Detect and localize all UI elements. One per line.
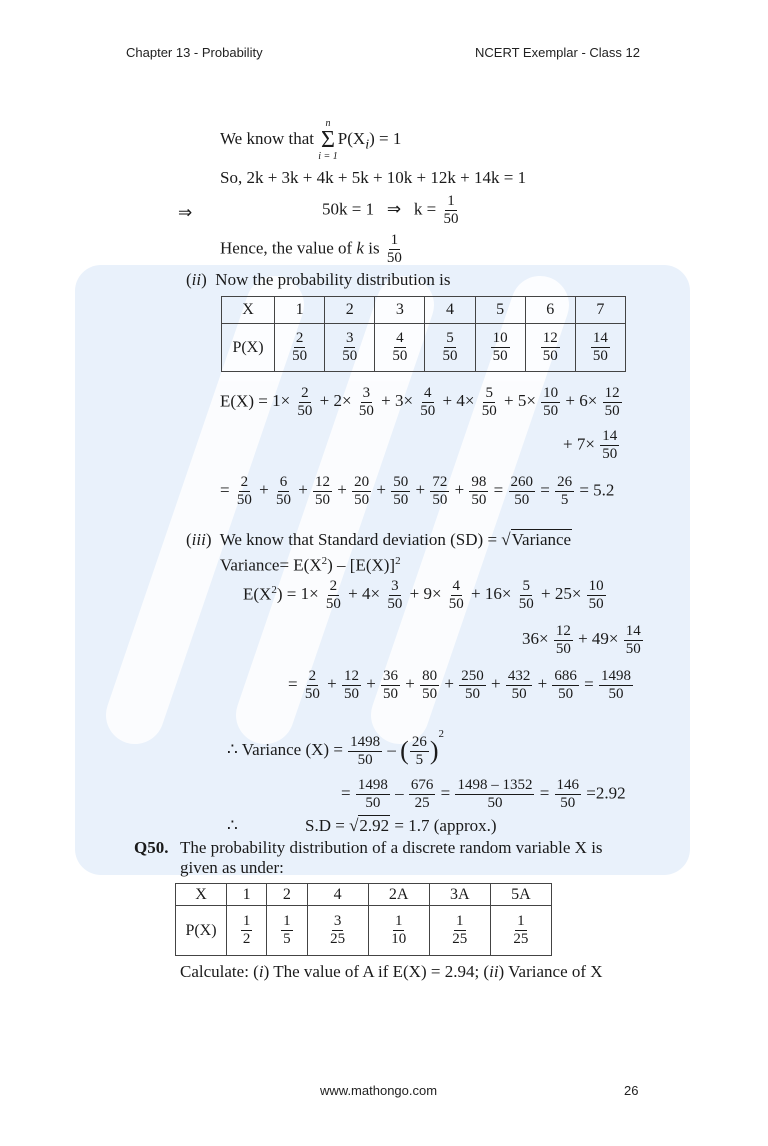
- part-ii-intro: (ii) Now the probability distribution is: [186, 270, 451, 289]
- var-frac-2: $\frac{26}{5}$: [411, 733, 427, 768]
- calculate-line: Calculate: (i) The value of A if E(X) = 2.94; (ii) Variance of X: [180, 962, 603, 981]
- term-fraction: $\frac{3}{50}$: [387, 578, 403, 612]
- term-fraction: $\frac{250}{50}$: [461, 668, 484, 702]
- sd-text: We know that Standard deviation (SD) =: [219, 530, 498, 549]
- term-coefficient: + 4×: [442, 391, 479, 411]
- term-fraction: $\frac{36}{50}$: [383, 668, 399, 702]
- term-coefficient: 1×: [300, 584, 323, 604]
- hence-text: Hence, the value of: [220, 238, 353, 258]
- sigma-icon: n Σ i = 1: [318, 118, 338, 162]
- plus-sign: +: [333, 480, 352, 500]
- therefore-symbol: ∴: [227, 816, 238, 835]
- term-fraction: $\frac{10}{50}$: [588, 578, 604, 612]
- sqrt-icon: √Variance: [501, 530, 572, 549]
- k-equals: k =: [413, 199, 437, 219]
- table-cell: $\frac{2}{50}$: [275, 324, 325, 372]
- ex-label: E(X) =: [220, 391, 268, 411]
- term-fraction: $\frac{12}{50}$: [604, 385, 620, 419]
- part-iii-label: iii: [191, 530, 206, 549]
- sd-result: [305, 816, 497, 836]
- plus-sign: +: [533, 674, 552, 694]
- part-ii-label: ii: [191, 270, 202, 289]
- term-fraction: $\frac{4}{50}$: [420, 385, 436, 419]
- term-coefficient: 1×: [272, 391, 295, 411]
- ex-last-fraction: $\frac{14}{50}$: [602, 428, 618, 462]
- ex-total-fraction: $\frac{260}{50}$: [510, 474, 533, 508]
- calc-part-ii-text: Variance of X: [508, 962, 603, 981]
- ex-reduced-fraction: $\frac{26}{5}$: [557, 474, 573, 508]
- term-fraction: $\frac{80}{50}$: [422, 668, 438, 702]
- ex2-label-b: ) =: [276, 584, 297, 604]
- sum-lower: i = 1: [318, 151, 338, 162]
- page-number: 26: [624, 1083, 639, 1098]
- question-text-1: The probability distribution of a discrete random variable X is: [180, 838, 603, 857]
- term-fraction: $\frac{20}{50}$: [354, 474, 370, 508]
- header-book: NCERT Exemplar - Class 12: [475, 45, 640, 60]
- table-header-x: X: [176, 884, 227, 906]
- term-fraction: $\frac{98}{50}$: [471, 474, 487, 508]
- term-fraction: $\frac{2}{50}$: [325, 578, 341, 612]
- term-fraction: $\frac{3}{50}$: [358, 385, 374, 419]
- plus-sign: +: [254, 480, 273, 500]
- hence-line: [220, 232, 405, 267]
- table-row-p: [176, 906, 552, 956]
- table-header-x: X: [222, 297, 275, 324]
- table-cell: 7: [575, 297, 625, 324]
- table-cell: 3: [375, 297, 425, 324]
- table-cell: 3A: [429, 884, 490, 906]
- table-cell: $\frac{3}{25}$: [307, 906, 368, 956]
- var-l2-frac-4: $\frac{146}{50}$: [556, 777, 580, 811]
- table-cell: $\frac{12}{50}$: [525, 324, 575, 372]
- variance-line-1: ∴ Variance (X) = $\frac{1498}{50}$ – ( $\frac{26}{5}$ )$^2$: [227, 728, 444, 768]
- variance-line-2: = $\frac{1498}{50}$ – $\frac{676}{25}$ = $\frac{1498 - 1352}{50}$ = $\frac{146}{50}$ =2.92: [341, 777, 626, 811]
- sd-definition: (iii) We know that Standard deviation (SD) = √Variance: [186, 530, 572, 549]
- sd-value: = 1.7 (approx.): [394, 816, 497, 835]
- term-coefficient: 36×: [522, 629, 553, 649]
- term-fraction: $\frac{12}{50}$: [555, 623, 571, 657]
- table-row-p: [222, 324, 626, 372]
- sum-sub: i: [365, 136, 370, 153]
- so-line: So, 2k + 3k + 4k + 5k + 10k + 12k + 14k = 1: [220, 168, 527, 187]
- ex-line-2: [563, 428, 620, 463]
- term-fraction: $\frac{5}{50}$: [518, 578, 534, 612]
- ex-line-1: [220, 385, 623, 420]
- header-chapter: Chapter 13 - Probability: [126, 45, 263, 60]
- table-cell: 4: [307, 884, 368, 906]
- ex2-line-3: = $\frac{2}{50}$ + $\frac{12}{50}$ + $\frac{36}{50}$ + $\frac{80}{50}$ + $\frac{250}{50}$ + $\frac{432}{50}$ + $\frac{686}{50}$ = $\frac{1498}{50}$: [288, 668, 631, 702]
- var-l2-frac-2: $\frac{676}{25}$: [410, 777, 434, 811]
- eq-50k: 50k = 1: [322, 199, 375, 219]
- table-cell: 1: [275, 297, 325, 324]
- ex2-total-fraction: $\frac{1498}{50}$: [601, 668, 631, 702]
- variance-def-b: ) – [E(X)]: [327, 555, 396, 575]
- term-fraction: $\frac{2}{50}$: [236, 474, 252, 508]
- sum-close: ): [369, 128, 375, 148]
- ex2-line-1: $E(X^2) = 1\times$ $\frac{2}{50}$ + 4× $\frac{3}{50}$ + 9× $\frac{4}{50}$ + 16× $\frac{5}{50}$ + 25× $\frac{10}{50}$: [243, 578, 607, 613]
- table-header-p: P(X): [222, 324, 275, 372]
- ex-value: = 5.2: [579, 480, 615, 500]
- var-frac-1: $\frac{1498}{50}$: [350, 733, 381, 768]
- table-cell: $\frac{1}{25}$: [490, 906, 551, 956]
- plus-sign: +: [440, 674, 459, 694]
- sum-equals: = 1: [379, 128, 402, 148]
- ex2-terms-line2: [522, 623, 644, 657]
- table-row-x: [176, 884, 552, 906]
- term-fraction: $\frac{10}{50}$: [543, 385, 559, 419]
- table-row-x: [222, 297, 626, 324]
- table-cell: $\frac{3}{50}$: [325, 324, 375, 372]
- ex-last-coef: + 7×: [563, 434, 595, 454]
- table-cell: $\frac{1}{2}$: [227, 906, 267, 956]
- table-cell: $\frac{4}{50}$: [375, 324, 425, 372]
- term-fraction: $\frac{72}{50}$: [432, 474, 448, 508]
- term-coefficient: + 3×: [381, 391, 418, 411]
- term-fraction: $\frac{2}{50}$: [297, 385, 313, 419]
- plus-sign: +: [372, 480, 391, 500]
- hence-is: is: [368, 238, 380, 258]
- variance-definition: Variance= $E(X^2) - [E(X)]^2$: [220, 555, 401, 575]
- term-coefficient: + 4×: [348, 584, 385, 604]
- calculate-label: Calculate:: [180, 962, 249, 981]
- calc-part-ii-label: ii: [489, 962, 499, 981]
- table-cell: $\frac{10}{50}$: [475, 324, 525, 372]
- table-cell: 2: [325, 297, 375, 324]
- table-cell: $\frac{1}{25}$: [429, 906, 490, 956]
- table-cell: 2A: [368, 884, 429, 906]
- term-coefficient: + 6×: [565, 391, 602, 411]
- sd-radicand-value: 2.92: [359, 816, 390, 835]
- sum-term: P(X: [337, 128, 366, 148]
- sum-equation: [220, 118, 401, 162]
- table-cell: 6: [525, 297, 575, 324]
- calc-part-i-label: i: [258, 962, 264, 981]
- sd-label: S.D =: [305, 816, 345, 835]
- part-ii-text: Now the probability distribution is: [215, 270, 451, 289]
- plus-sign: +: [486, 674, 505, 694]
- implies-symbol-2: ⇒: [386, 199, 402, 219]
- table-cell: $\frac{1}{10}$: [368, 906, 429, 956]
- term-fraction: $\frac{14}{50}$: [625, 623, 641, 657]
- term-fraction: $\frac{50}{50}$: [393, 474, 409, 508]
- var-l2-frac-1: $\frac{1498}{50}$: [357, 777, 388, 811]
- ex-line-3: = $\frac{2}{50}$ + $\frac{6}{50}$ + $\frac{12}{50}$ + $\frac{20}{50}$ + $\frac{50}{50}$ + $\frac{72}{50}$ + $\frac{98}{50}$ = $\frac{260}{50}$ = $\frac{26}{5}$ = 5.2: [220, 474, 615, 508]
- k-equation: [322, 193, 461, 228]
- term-fraction: $\frac{2}{50}$: [304, 668, 320, 702]
- table-header-p: P(X): [176, 906, 227, 956]
- term-fraction: $\frac{5}{50}$: [481, 385, 497, 419]
- ex2-line-2: [522, 623, 644, 658]
- term-coefficient: + 49×: [578, 629, 623, 649]
- table-cell: $\frac{14}{50}$: [575, 324, 625, 372]
- sum-upper: n: [325, 118, 331, 129]
- term-fraction: $\frac{12}{50}$: [315, 474, 331, 508]
- term-coefficient: + 16×: [471, 584, 516, 604]
- variance-def-a: Variance= E(X: [220, 555, 322, 575]
- calc-part-i-text: The value of A if E(X) = 2.94;: [273, 962, 480, 981]
- plus-sign: +: [450, 480, 469, 500]
- table-cell: 1: [227, 884, 267, 906]
- table-cell: $\frac{5}{50}$: [425, 324, 475, 372]
- question-text-2: given as under:: [180, 858, 284, 877]
- variance-label: ∴ Variance (X) =: [227, 740, 343, 759]
- table-cell: 2: [267, 884, 307, 906]
- plus-sign: +: [293, 480, 313, 500]
- sqrt-icon: √2.92: [349, 816, 390, 835]
- var-l2-frac-3: $\frac{1498 - 1352}{50}$: [457, 777, 533, 811]
- q50-table: [175, 883, 552, 956]
- table-cell: $\frac{1}{5}$: [267, 906, 307, 956]
- term-coefficient: + 25×: [540, 584, 586, 604]
- table-cell: 5A: [490, 884, 551, 906]
- hence-fraction: $\frac{1}{50}$: [386, 232, 402, 266]
- term-fraction: $\frac{12}{50}$: [343, 668, 359, 702]
- k-fraction: $\frac{1}{50}$: [443, 193, 459, 227]
- ex2-label: E(X: [243, 584, 272, 604]
- hence-k: k: [356, 238, 364, 258]
- question-number: Q50.: [134, 838, 169, 857]
- plus-sign: +: [361, 674, 381, 694]
- ex-terms: [272, 385, 623, 419]
- term-fraction: $\frac{686}{50}$: [554, 668, 577, 702]
- footer-website[interactable]: www.mathongo.com: [320, 1083, 438, 1098]
- term-fraction: $\frac{6}{50}$: [275, 474, 291, 508]
- term-coefficient: + 5×: [503, 391, 541, 411]
- plus-sign: +: [401, 674, 420, 694]
- table-cell: 4: [425, 297, 475, 324]
- term-coefficient: + 9×: [409, 584, 446, 604]
- implies-symbol: ⇒: [178, 203, 193, 222]
- variance-value: =2.92: [586, 783, 626, 803]
- term-fraction: $\frac{4}{50}$: [448, 578, 464, 612]
- sd-radicand: Variance: [511, 530, 572, 549]
- plus-sign: +: [322, 674, 341, 694]
- table-cell: 5: [475, 297, 525, 324]
- plus-sign: +: [411, 480, 430, 500]
- term-coefficient: + 2×: [319, 391, 356, 411]
- text-we-know: We know that: [220, 128, 314, 148]
- var-square: 2: [438, 728, 444, 740]
- distribution-table: [221, 296, 626, 372]
- term-fraction: $\frac{432}{50}$: [507, 668, 531, 702]
